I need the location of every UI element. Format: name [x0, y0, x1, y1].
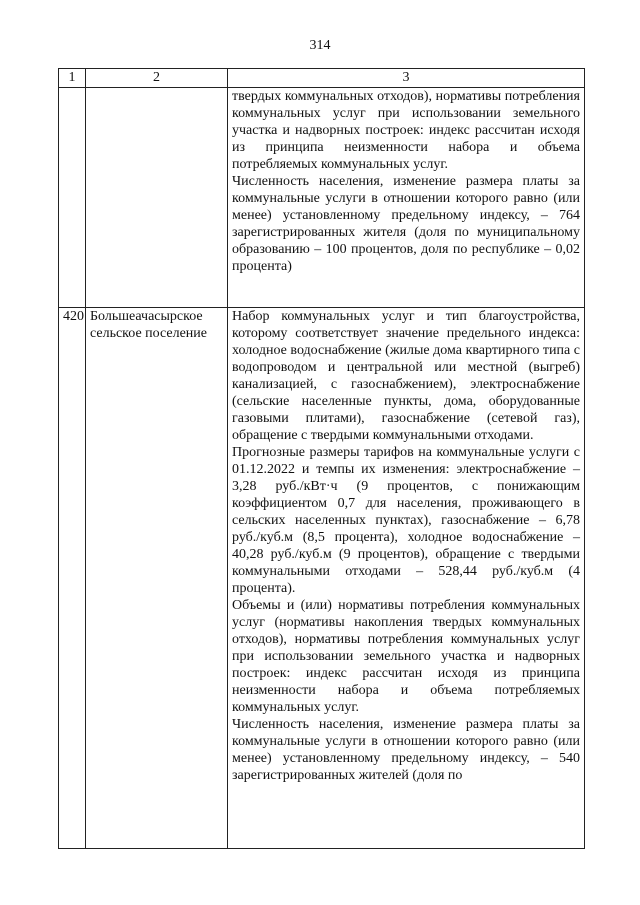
column-header-1: 1	[59, 69, 86, 88]
row-description	[228, 308, 585, 849]
row-description	[228, 88, 585, 308]
table-header-row	[59, 69, 585, 88]
page-number: 314	[309, 38, 331, 53]
paragraph: Прогнозные размеры тарифов на коммунальные услуги с 01.12.2022 и темпы их изменения: электроснабжение – 3,28 руб./кВт·ч (9 процентов, с понижающим коэффициентом 0,7 для населения, проживающего в сельских населенных пунктах), газоснабжение – 6,78 руб./куб.м (8,5 процента), холодное водоснабжение – 40,28 руб./куб.м (9 процентов), обращение с твердыми коммунальными отходами – 528,44 руб./куб.м (4 процента).	[232, 445, 580, 596]
paragraph: твердых коммунальных отходов), нормативы потребления коммунальных услуг при использовании земельного участка и надворных построек: индекс рассчитан исходя из принципа неизменности набора и объема потребляемых коммунальных услуг.	[232, 89, 580, 172]
row-number: 420	[59, 308, 86, 849]
settlement-name: Большеачасырское сельское поселение	[86, 308, 228, 849]
row-number	[59, 88, 86, 308]
data-table	[58, 68, 585, 849]
paragraph: Численность населения, изменение размера платы за коммунальные услуги в отношении которого равно (или менее) установленному предельному индексу, – 764 зарегистрированных жителя (доля по муниципальному образованию – 100 процентов, доля по республике – 0,02 процента)	[232, 174, 580, 274]
column-header-3: 3	[228, 69, 585, 88]
paragraph: Объемы и (или) нормативы потребления коммунальных услуг (нормативы накопления твердых коммунальных отходов), нормативы потребления коммунальных услуг при использовании земельного участка и надворных построек: индекс рассчитан исходя из принципа неизменности набора и объема потребляемых коммунальных услуг.	[232, 598, 580, 715]
table-row	[59, 88, 585, 308]
column-header-2: 2	[86, 69, 228, 88]
paragraph: Численность населения, изменение размера платы за коммунальные услуги в отношении которого равно (или менее) установленному предельному индексу, – 540 зарегистрированных жителей (доля по	[232, 717, 580, 783]
settlement-name	[86, 88, 228, 308]
paragraph: Набор коммунальных услуг и тип благоустройства, которому соответствует значение предельного индекса: холодное водоснабжение (жилые дома квартирного типа с водопроводом и центральной или местной (выгреб) канализацией, с газоснабжением), электроснабжение (сельские населенные пункты, дома, оборудованные газовыми плитами), газоснабжение (сетевой газ), обращение с твердыми коммунальными отходами.	[232, 309, 580, 443]
table-row	[59, 308, 585, 849]
